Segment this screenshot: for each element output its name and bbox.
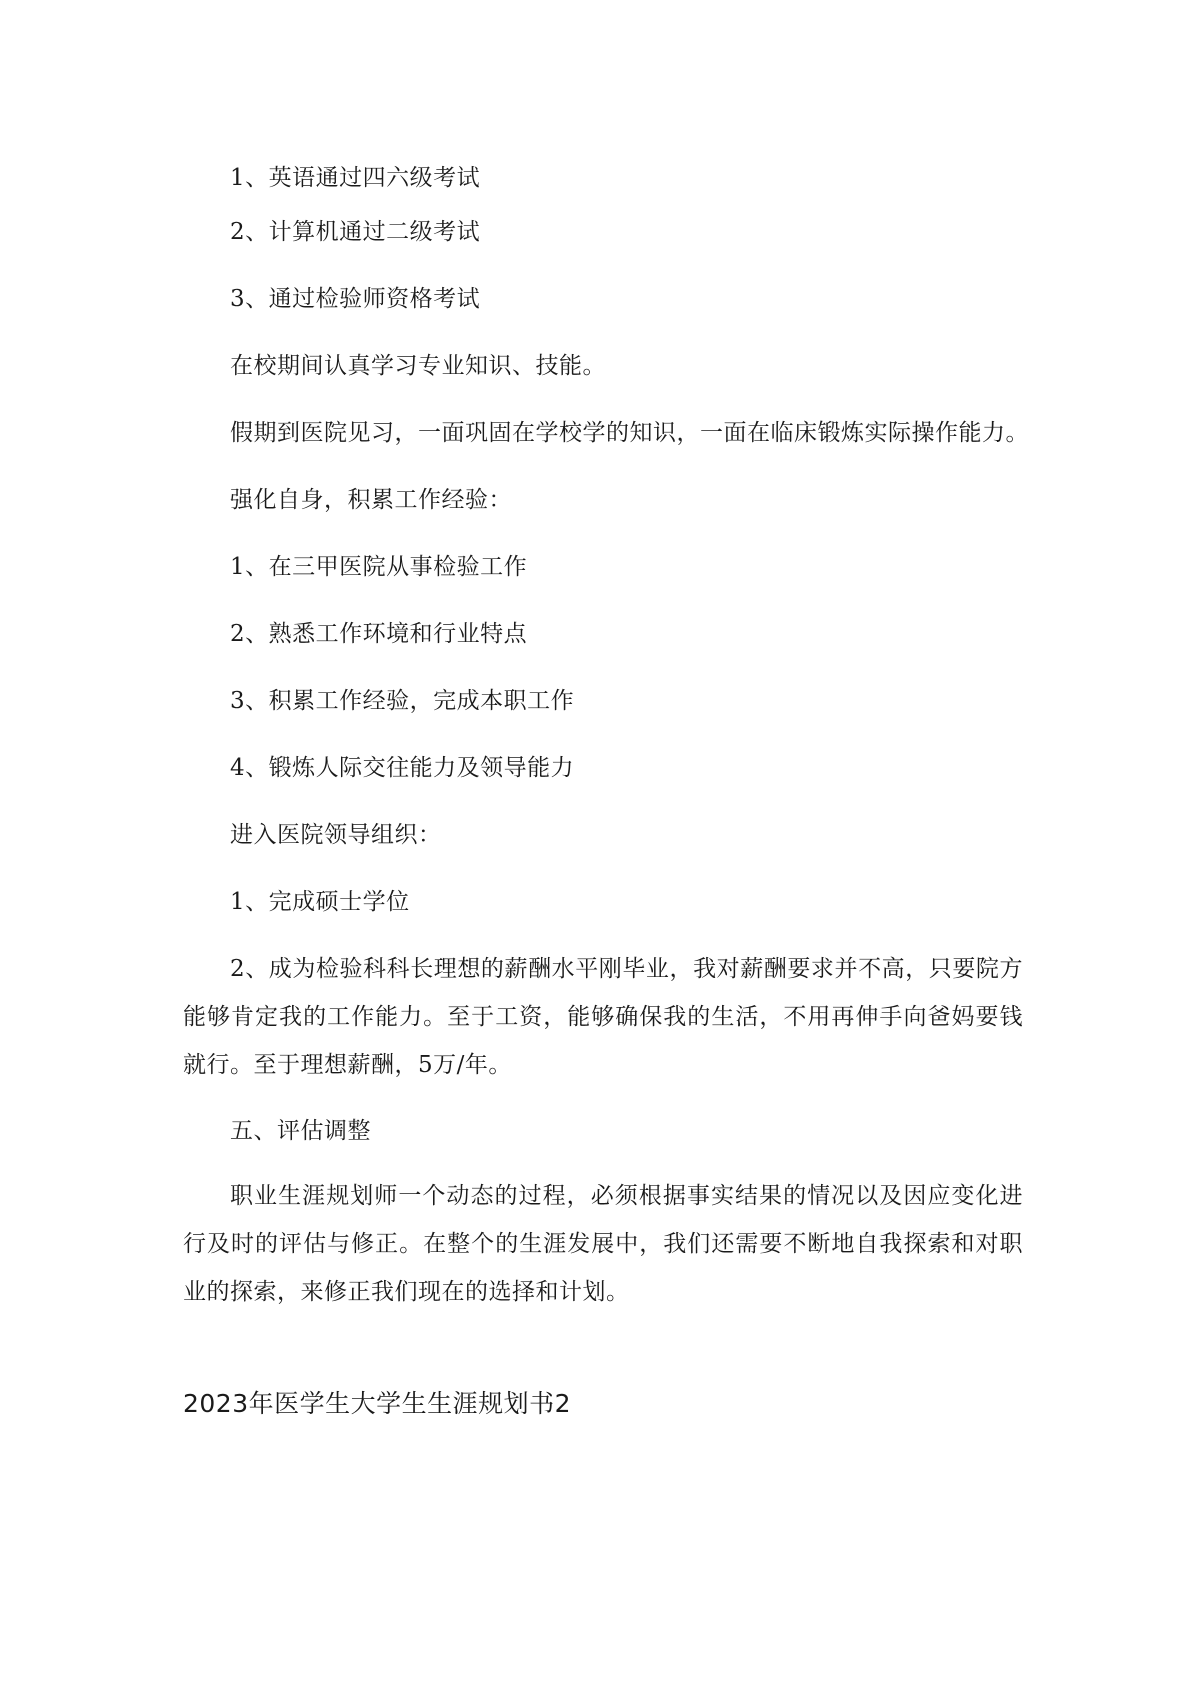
evaluation-paragraph: 职业生涯规划师一个动态的过程，必须根据事实结果的情况以及因应变化进行及时的评估与修正。在整个的生涯发展中，我们还需要不断地自我探索和对职业的探索，来修正我们现在的选择和计划。 (183, 1183, 1023, 1305)
study-statement: 在校期间认真学习专业知识、技能。 (230, 353, 606, 379)
experience-item-4: 4、锻炼人际交往能力及领导能力 (230, 755, 575, 781)
experience-heading: 强化自身，积累工作经验： (230, 487, 512, 513)
section-title: 五、评估调整 (230, 1118, 371, 1144)
experience-item-3: 3、积累工作经验，完成本职工作 (230, 688, 575, 714)
goal-computer-item: 2、计算机通过二级考试 (230, 219, 481, 245)
next-document-heading: 2023年医学生大学生生涯规划书2 (183, 1389, 572, 1418)
experience-item-1: 1、在三甲医院从事检验工作 (230, 554, 528, 580)
experience-item-2: 2、熟悉工作环境和行业特点 (230, 621, 528, 647)
salary-paragraph: 2、成为检验科科长理想的薪酬水平刚毕业，我对薪酬要求并不高，只要院方能够肯定我的工作能力。至于工资，能够确保我的生活，不用再伸手向爸妈要钱就行。至于理想薪酬，5万/年。 (183, 956, 1023, 1078)
leadership-item-1: 1、完成硕士学位 (230, 889, 410, 915)
leadership-heading: 进入医院领导组织： (230, 822, 442, 848)
goal-certificate-item: 3、通过检验师资格考试 (230, 286, 481, 312)
goal-english-item: 1、英语通过四六级考试 (230, 165, 481, 191)
internship-statement: 假期到医院见习，一面巩固在学校学的知识，一面在临床锻炼实际操作能力。 (230, 420, 1029, 446)
